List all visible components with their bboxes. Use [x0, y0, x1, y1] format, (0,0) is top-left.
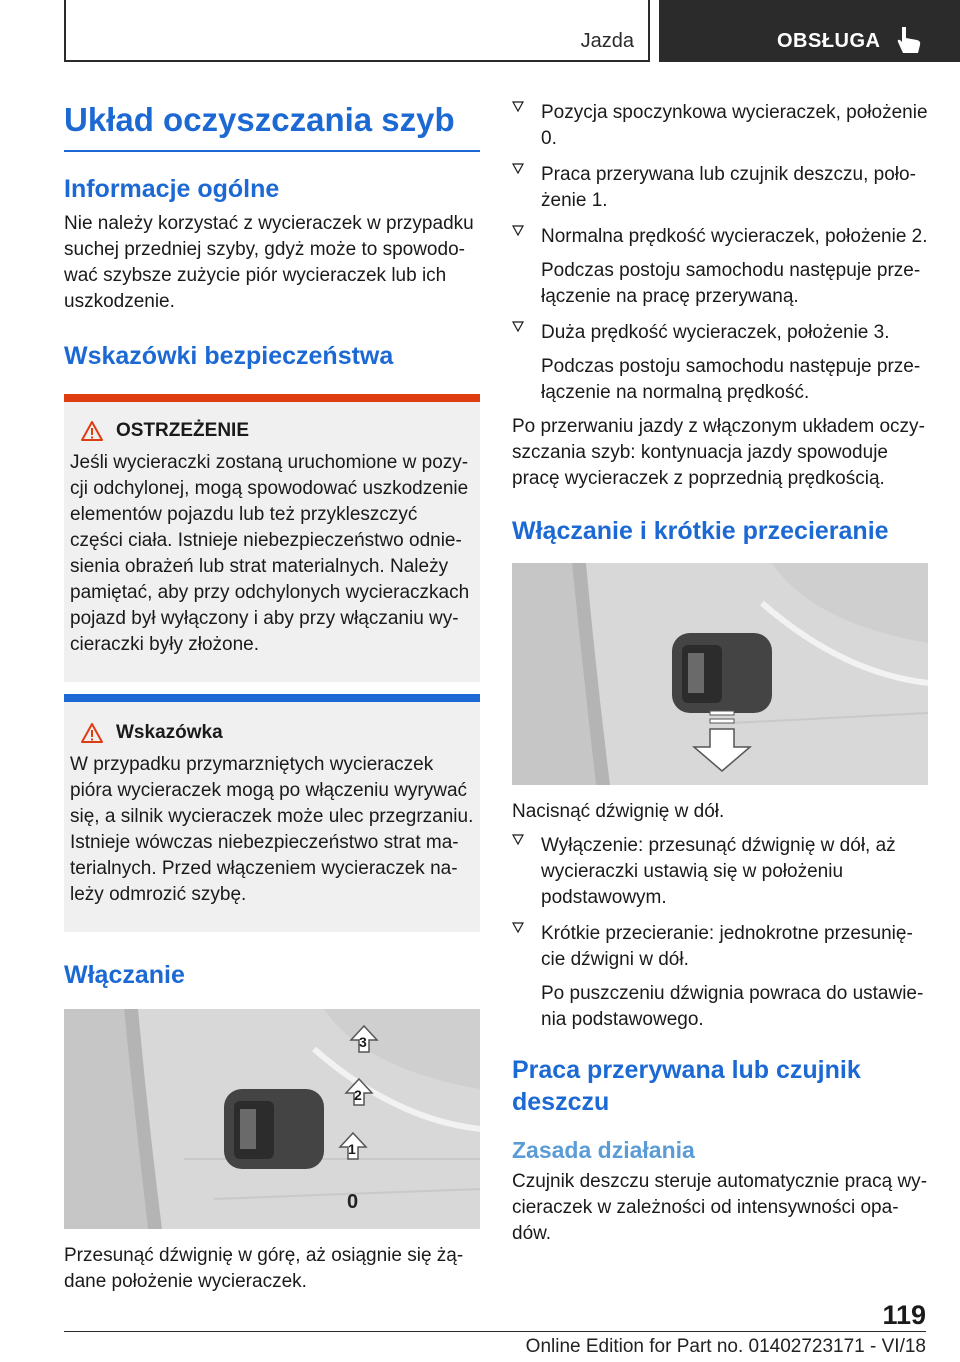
note-text: W przypadku przymarzniętych wycieraczek pióra wycieraczek mogą po włączeniu wyrywać się, a silnik wycieraczek może ulec przegrzaniu. Istnieje wówczas niebezpieczeństwo strat materialnych. Przed włączeniem wycieraczek należy odmrozić szybę.: [70, 754, 474, 906]
footer-rule: [64, 1331, 926, 1332]
list-item: [512, 833, 928, 911]
safety-heading: Wskazówki bezpieczeństwa: [64, 341, 394, 370]
triangle-bullet-icon: [512, 922, 524, 934]
triangle-bullet-icon: [512, 321, 524, 333]
list-item-text: Normalna prędkość wycieraczek, położenie 2.: [541, 226, 928, 247]
brief-wipe-heading: Włączanie i krótkie przecieranie: [512, 517, 889, 545]
brief-wipe-list: [512, 833, 928, 1033]
footer-edition: Online Edition for Part no. 01402723171 - VI/18: [525, 1336, 926, 1357]
list-item: [512, 921, 928, 1033]
general-heading: Informacje ogólne: [64, 174, 280, 203]
warning-text: Jeśli wycieraczki zostaną uruchomione w pozycji odchylonej, mogą spowodować uszkodzenie elementów pojazdu lub też przykleszczyć części ciała. Istnieje niebezpieczeństwo odniesienia obrażeń lub strat materialnych. Należy pamiętać, aby przy odchylonych wycieraczkach pojazd był wyłączony i aby przy włączaniu wycieraczki były złożone.: [70, 452, 470, 656]
triangle-bullet-icon: [512, 225, 524, 237]
note-bar: [64, 694, 480, 702]
wiper-lever-positions-image: [64, 1009, 480, 1229]
warning-title-row: [70, 420, 474, 442]
header-tab-label: OBSŁUGA: [777, 30, 881, 52]
header-tab-obsluga[interactable]: [659, 0, 960, 62]
position-1-marker: [338, 1131, 368, 1161]
position-3-label: 3: [359, 1034, 367, 1051]
note-box: [64, 694, 480, 932]
note-title: Wskazówka: [116, 722, 223, 744]
after-stop-text: Po przerwaniu jazdy z włączonym układem oczyszczania szyb: kontynuacja jazdy spowoduje pracę wycieraczek z poprzednią prędkością.: [512, 416, 925, 489]
position-1-label: 1: [348, 1141, 356, 1158]
list-item-subtext: Po puszczeniu dźwignia powraca do ustawienia podstawowego.: [541, 983, 924, 1031]
list-item-text: Wyłączenie: przesunąć dźwignię w dół, aż wycieraczki ustawią się w położeniu podstawowym.: [541, 835, 896, 909]
title-rule: [64, 150, 480, 152]
warning-triangle-icon: [80, 420, 104, 442]
list-item-text: Krótkie przecieranie: jednokrotne przesunięcie dźwigni w dół.: [541, 923, 913, 971]
hand-pointer-icon: [896, 26, 922, 54]
position-0-label: 0: [347, 1191, 359, 1214]
list-item: [512, 224, 928, 310]
principle-heading: Zasada działania: [512, 1136, 695, 1163]
page-title: Układ oczyszczania szyb: [64, 101, 455, 138]
list-item-text: Pozycja spoczynkowa wycieraczek, położenie 0.: [541, 102, 928, 149]
warning-title: OSTRZEŻENIE: [116, 420, 250, 442]
note-title-row: [70, 722, 474, 744]
wiper-lever-down-illustration: [512, 563, 928, 785]
interval-heading: Praca przerywana lub czujnik deszczu: [512, 1056, 861, 1116]
triangle-bullet-icon: [512, 101, 524, 113]
position-2-label: 2: [354, 1087, 362, 1104]
page-number: 119: [882, 1300, 926, 1330]
list-item: [512, 162, 928, 214]
principle-text: Czujnik deszczu steruje automatycznie pracą wycieraczek w zależności od intensywności opadów.: [512, 1170, 928, 1244]
switch-heading: Włączanie: [64, 961, 185, 990]
note-triangle-icon: [80, 722, 104, 744]
switch-caption: Przesunąć dźwignię w górę, aż osiągnie się żądane położenie wycieraczek.: [64, 1245, 464, 1293]
warning-box: [64, 394, 480, 682]
brief-caption: Nacisnąć dźwignię w dół.: [512, 801, 725, 823]
wiper-lever-down-image: [512, 563, 928, 785]
wiper-positions-list: [512, 100, 928, 406]
list-item-subtext: Podczas postoju samochodu następuje przełączenie na pracę przerywaną.: [541, 260, 921, 307]
left-column: [64, 100, 480, 1295]
warning-bar: [64, 394, 480, 402]
list-item-subtext: Podczas postoju samochodu następuje przełączenie na normalną prędkość.: [541, 356, 921, 403]
triangle-bullet-icon: [512, 163, 524, 175]
position-2-marker: [344, 1077, 374, 1107]
list-item: [512, 320, 928, 406]
triangle-bullet-icon: [512, 834, 524, 846]
header-frame: [64, 0, 650, 62]
position-3-marker: [349, 1024, 379, 1054]
list-item-text: Praca przerywana lub czujnik deszczu, położenie 1.: [541, 164, 916, 211]
right-column: [512, 100, 928, 1247]
list-item: [512, 100, 928, 152]
header-section-label: Jazda: [580, 30, 634, 52]
list-item-text: Duża prędkość wycieraczek, położenie 3.: [541, 322, 890, 343]
general-text: Nie należy korzystać z wycieraczek w przypadku suchej przedniej szyby, gdyż może to spowodować szybsze zużycie piór wycieraczek lub ich uszkodzenie.: [64, 212, 474, 312]
wiper-lever-illustration: [64, 1009, 480, 1229]
